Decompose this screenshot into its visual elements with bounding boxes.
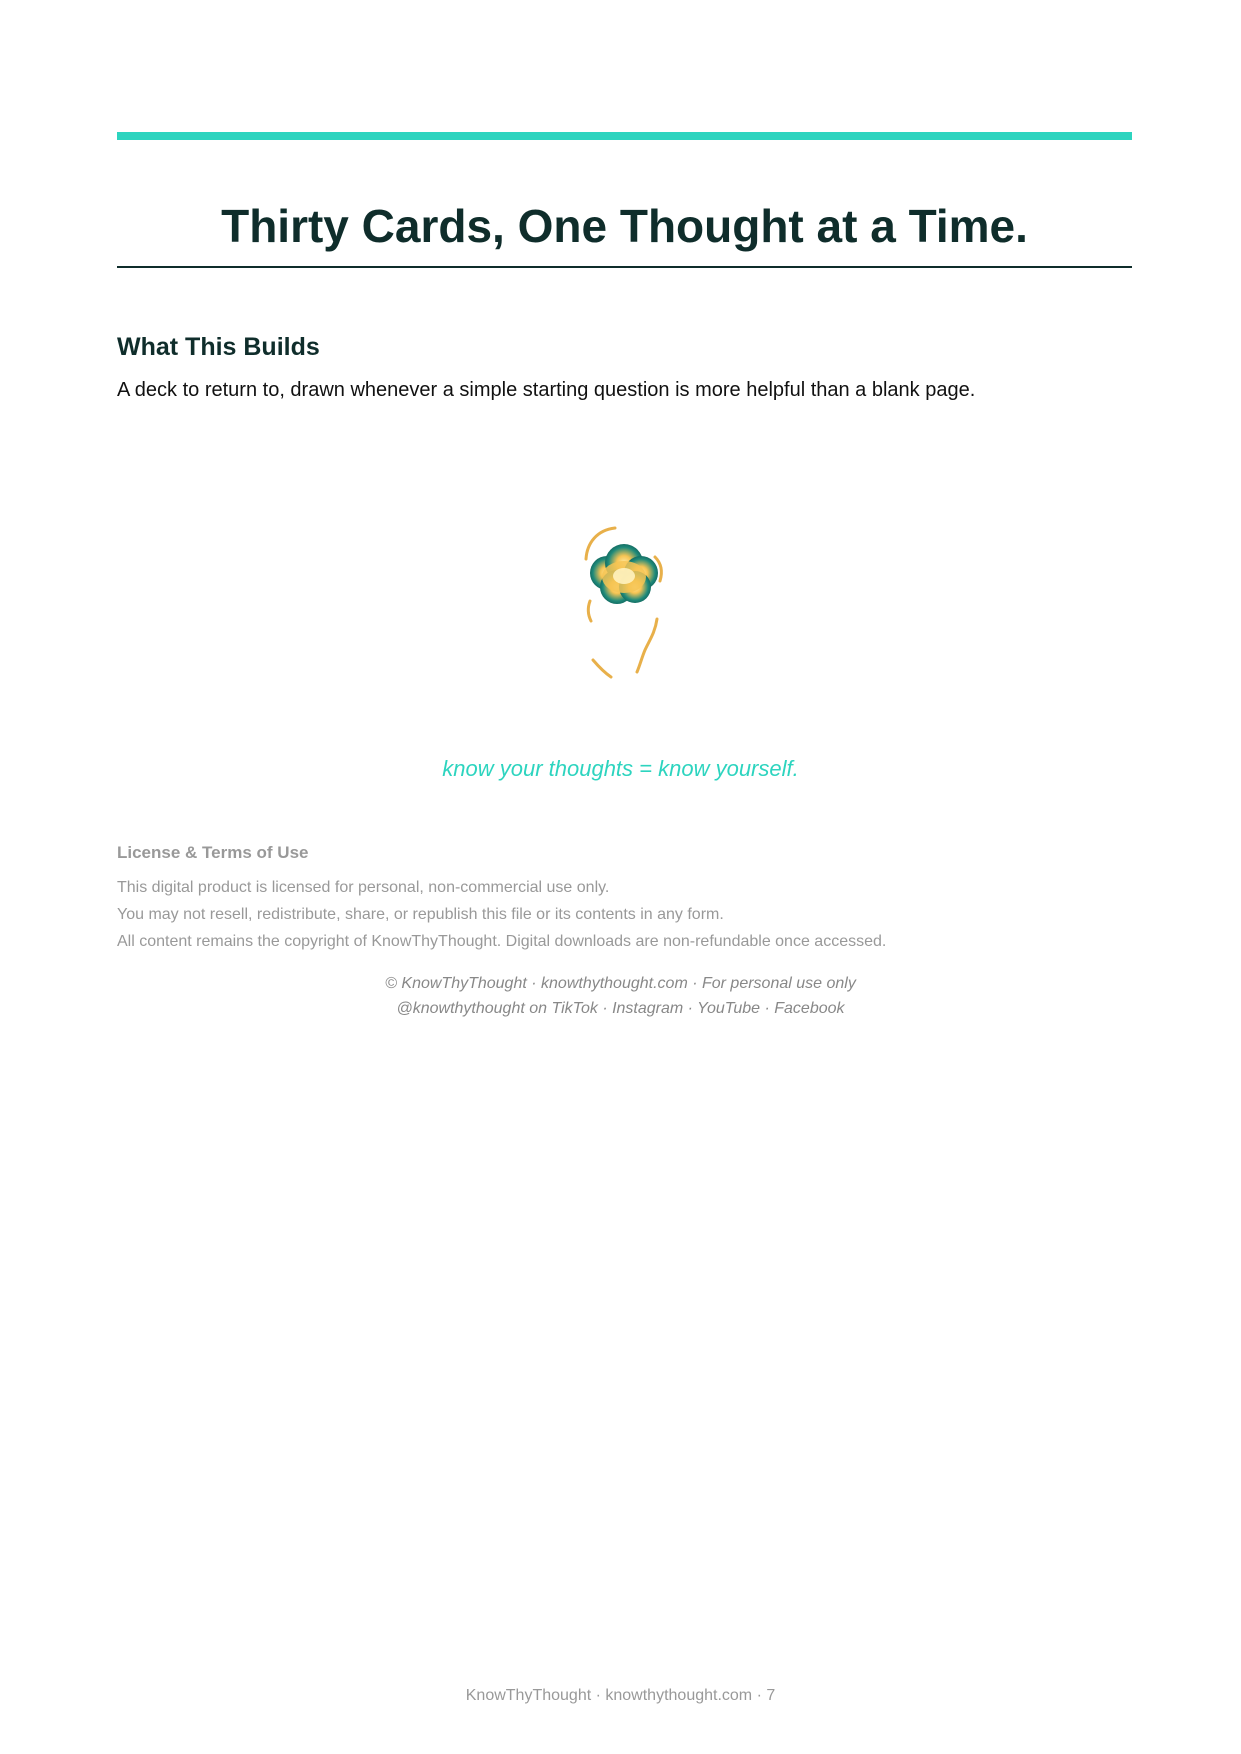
tagline: know your thoughts = know yourself. — [442, 756, 799, 781]
title-divider — [117, 266, 1132, 268]
credits — [0, 971, 1241, 1021]
credits-line-social: @knowthythought on TikTok · Instagram · YouTube · Facebook — [396, 1000, 845, 1017]
license-text — [117, 874, 886, 955]
section-heading: What This Builds — [117, 333, 320, 361]
license-line: You may not resell, redistribute, share, or republish this file or its contents in any form. — [117, 906, 724, 923]
page-footer: KnowThyThought · knowthythought.com · 7 — [465, 1687, 776, 1704]
credits-line-copyright: © KnowThyThought · knowthythought.com · For personal use only — [385, 975, 856, 992]
license-line: All content remains the copyright of KnowThyThought. Digital downloads are non-refundable once accessed. — [117, 933, 887, 950]
license-heading: License & Terms of Use — [117, 843, 309, 862]
section-body: A deck to return to, drawn whenever a simple starting question is more helpful than a blank page. — [117, 379, 976, 401]
license-line: This digital product is licensed for personal, non-commercial use only. — [117, 879, 610, 896]
top-accent-rule — [117, 132, 1132, 140]
glowing-cloud-head-icon — [557, 525, 687, 700]
page-title: Thirty Cards, One Thought at a Time. — [221, 200, 1028, 252]
